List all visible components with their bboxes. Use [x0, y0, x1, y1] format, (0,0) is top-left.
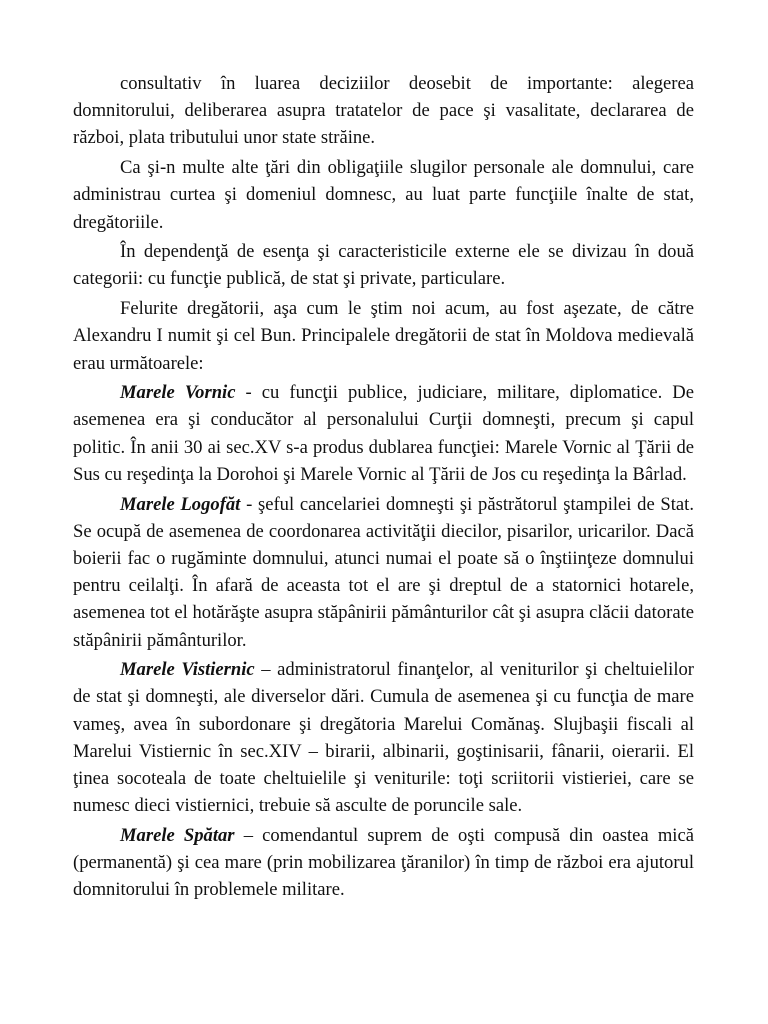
document-page — [73, 70, 694, 906]
term-marele-vistiernic: Marele Vistiernic — [120, 659, 255, 681]
paragraph-text: – administratorul finanţelor, al veniturilor şi cheltuielilor de stat şi domneşti, ale diverselor dări. Cumula de asemenea şi cu funcţia de mare vameş, avea în subordonare şi dregătoria Marelui Comănaş. Slujbaşii fiscali al Marelui Vistiernic în sec.XIV – birarii, albinarii, goştinisarii, fânarii, oierarii. El ţinea socoteala de toate cheltuielile şi veniturile: toţi scriitorii vistieriei, care se numesc dieci vistiernici, trebuie să asculte de poruncile sale. — [73, 659, 694, 817]
paragraph-dregatorii — [73, 295, 694, 377]
paragraph-text: - şeful cancelariei domneşti şi păstrătorul ştampilei de Stat. Se ocupă de asemenea de coordonarea activităţii diecilor, pisarilor, uricarilor. Dacă boierii fac o rugăminte domnului, atunci numai el poate să o înştiinţeze domnului pentru ceilalţi. În afară de aceasta tot el are şi dreptul de a statornici hotarele, asemenea tot el hotărăşte asupra stăpânirii pământurilor cât şi asupra clăcii datorate stăpânirii pământurilor. — [73, 493, 694, 651]
term-marele-logofat: Marele Logofăt — [120, 493, 241, 515]
paragraph-text: Felurite dregătorii, aşa cum le ştim noi acum, au fost aşezate, de către Alexandru I numit şi cel Bun. Principalele dregătorii de stat în Moldova medievală erau următoarele: — [73, 298, 694, 374]
paragraph-marele-vistiernic — [73, 656, 694, 819]
paragraph-consultativ — [73, 70, 694, 152]
term-marele-vornic: Marele Vornic — [120, 382, 236, 404]
paragraph-text: – comendantul suprem de oşti compusă din oastea mică (permanentă) şi cea mare (prin mobilizarea ţăranilor) în timp de război era ajutorul domnitorului în problemele militare. — [73, 824, 694, 901]
paragraph-marele-logofat — [73, 491, 694, 654]
paragraph-marele-spatar — [73, 822, 694, 904]
paragraph-text: În dependenţă de esenţa şi caracteristicile externe ele se divizau în două categorii: cu funcţie publică, de stat şi private, particulare. — [73, 241, 694, 290]
paragraph-text: - cu funcţii publice, judiciare, militare, diplomatice. De asemenea era şi conducător al personalului Curţii domneşti, precum şi capul politic. În anii 30 ai sec.XV s-a produs dublarea funcţiei: Marele Vornic al Ţării de Sus cu reşedinţa la Dorohoi şi Marele Vornic al Ţării de Jos cu reşedinţa la Bârlad. — [73, 382, 694, 485]
paragraph-slugi — [73, 154, 694, 236]
term-marele-spatar: Marele Spătar — [120, 824, 235, 846]
paragraph-marele-vornic — [73, 379, 694, 488]
paragraph-text: Ca şi-n multe alte ţări din obligaţiile slugilor personale ale domnului, care administrau curtea şi domeniul domnesc, au luat parte funcţiile înalte de stat, dregătoriile. — [73, 157, 694, 233]
paragraph-categorii — [73, 238, 694, 292]
paragraph-text: consultativ în luarea deciziilor deosebit de importante: alegerea domnitorului, deliberarea asupra tratatelor de pace şi vasalitate, declararea de război, plata tributului unor state străine. — [73, 73, 694, 149]
